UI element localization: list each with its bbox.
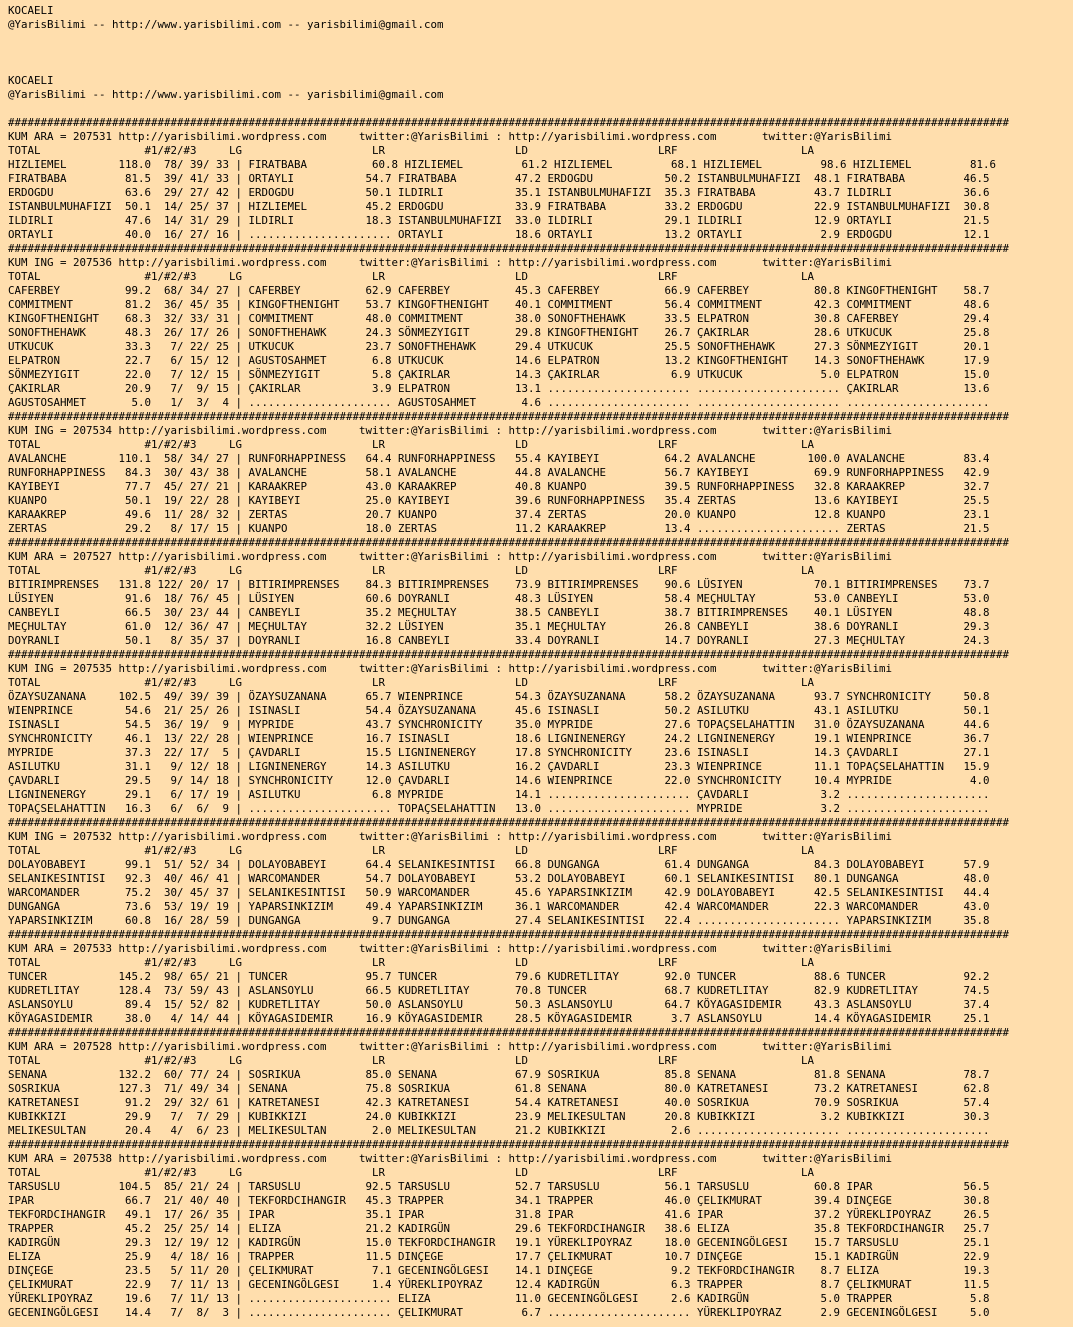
text-line: SYNCHRONICITY 46.1 13/ 22/ 28 | WIENPRINCE 16.7 ISINASLI 18.6 LIGNINENERGY 24.2 LIGNINENERGY 19.1 WIENPRINCE 36.7 — [8, 732, 990, 745]
text-line: KATRETANESI 91.2 29/ 32/ 61 | KATRETANESI 42.3 KATRETANESI 54.4 KATRETANESI 40.0 SOSRIKUA 70.9 SOSRIKUA 57.4 — [8, 1096, 990, 1109]
text-line: ILDIRLI 47.6 14/ 31/ 29 | ILDIRLI 18.3 ISTANBULMUHAFIZI 33.0 ILDIRLI 29.1 ILDIRLI 12.9 ORTAYLI 21.5 — [8, 214, 990, 227]
text-line: IPAR 66.7 21/ 40/ 40 | TEKFORDCIHANGIR 45.3 TRAPPER 34.1 TRAPPER 46.0 ÇELIKMURAT 39.4 DINÇEGE 30.8 — [8, 1194, 990, 1207]
text-line: ELPATRON 22.7 6/ 15/ 12 | AGUSTOSAHMET 6.8 UTKUCUK 14.6 ELPATRON 13.2 KINGOFTHENIGHT 14.3 SONOFTHEHAWK 17.9 — [8, 354, 990, 367]
text-line: KOCAELI — [8, 74, 54, 87]
text-line: ÇAVDARLI 29.5 9/ 14/ 18 | SYNCHRONICITY 12.0 ÇAVDARLI 14.6 WIENPRINCE 22.0 SYNCHRONICITY 10.4 MYPRIDE 4.0 — [8, 774, 990, 787]
text-line: SÖNMEZYIGIT 22.0 7/ 12/ 15 | SÖNMEZYIGIT 5.8 ÇAKIRLAR 14.3 ÇAKIRLAR 6.9 UTKUCUK 5.0 ELPATRON 15.0 — [8, 368, 990, 381]
text-line: CAFERBEY 99.2 68/ 34/ 27 | CAFERBEY 62.9 CAFERBEY 45.3 CAFERBEY 66.9 CAFERBEY 80.8 KINGOFTHENIGHT 58.7 — [8, 284, 990, 297]
text-line: ELIZA 25.9 4/ 18/ 16 | TRAPPER 11.5 DINÇEGE 17.7 ÇELIKMURAT 10.7 DINÇEGE 15.1 KADIRGÜN 22.9 — [8, 1250, 990, 1263]
text-line: FIRATBABA 81.5 39/ 41/ 33 | ORTAYLI 54.7 FIRATBABA 47.2 ERDOGDU 50.2 ISTANBULMUHAFIZI 48.1 FIRATBABA 46.5 — [8, 172, 990, 185]
text-line: TOTAL #1/#2/#3 LG LR LD LRF LA — [8, 844, 815, 857]
text-line: ########################################################################################################################################################## — [8, 1138, 1010, 1151]
text-line: TUNCER 145.2 98/ 65/ 21 | TUNCER 95.7 TUNCER 79.6 KUDRETLITAY 92.0 TUNCER 88.6 TUNCER 92.2 — [8, 970, 990, 983]
text-line: BITIRIMPRENSES 131.8 122/ 20/ 17 | BITIRIMPRENSES 84.3 BITIRIMPRENSES 73.9 BITIRIMPRENSES 90.6 LÜSIYEN 70.1 BITIRIMPRENSES 73.7 — [8, 578, 990, 591]
text-line: KADIRGÜN 29.3 12/ 19/ 12 | KADIRGÜN 15.0 TEKFORDCIHANGIR 19.1 YÜREKLIPOYRAZ 18.0 GECENINGÖLGESI 15.7 TARSUSLU 25.1 — [8, 1236, 990, 1249]
text-line: YAPARSINKIZIM 60.8 16/ 28/ 59 | DUNGANGA 9.7 DUNGANGA 27.4 SELANIKESINTISI 22.4 ...................... YAPARSINKIZIM 35.8 — [8, 914, 990, 927]
text-line: CANBEYLI 66.5 30/ 23/ 44 | CANBEYLI 35.2 MEÇHULTAY 38.5 CANBEYLI 38.7 BITIRIMPRENSES 40.1 LÜSIYEN 48.8 — [8, 606, 990, 619]
text-line: KUM ARA = 207527 http://yarisbilimi.wordpress.com twitter:@YarisBilimi : http://yarisbilimi.wordpress.com twitter:@YarisBilimi — [8, 550, 893, 563]
text-line: MYPRIDE 37.3 22/ 17/ 5 | ÇAVDARLI 15.5 LIGNINENERGY 17.8 SYNCHRONICITY 23.6 ISINASLI 14.3 ÇAVDARLI 27.1 — [8, 746, 990, 759]
text-line: ########################################################################################################################################################## — [8, 816, 1010, 829]
text-line: ÖZAYSUZANANA 102.5 49/ 39/ 39 | ÖZAYSUZANANA 65.7 WIENPRINCE 54.3 ÖZAYSUZANANA 58.2 ÖZAYSUZANANA 93.7 SYNCHRONICITY 50.8 — [8, 690, 990, 703]
text-line: KUDRETLITAY 128.4 73/ 59/ 43 | ASLANSOYLU 66.5 KUDRETLITAY 70.8 TUNCER 68.7 KUDRETLITAY 82.9 KUDRETLITAY 74.5 — [8, 984, 990, 997]
text-line: KINGOFTHENIGHT 68.3 32/ 33/ 31 | COMMITMENT 48.0 COMMITMENT 38.0 SONOFTHEHAWK 33.5 ELPATRON 30.8 CAFERBEY 29.4 — [8, 312, 990, 325]
text-line: SENANA 132.2 60/ 77/ 24 | SOSRIKUA 85.0 SENANA 67.9 SOSRIKUA 85.8 SENANA 81.8 SENANA 78.7 — [8, 1068, 990, 1081]
text-line: KUM ING = 207535 http://yarisbilimi.wordpress.com twitter:@YarisBilimi : http://yarisbilimi.wordpress.com twitter:@YarisBilimi — [8, 662, 893, 675]
text-line: TEKFORDCIHANGIR 49.1 17/ 26/ 35 | IPAR 35.1 IPAR 31.8 IPAR 41.6 IPAR 37.2 YÜREKLIPOYRAZ 26.5 — [8, 1208, 990, 1221]
text-line: ASILUTKU 31.1 9/ 12/ 18 | LIGNINENERGY 14.3 ASILUTKU 16.2 ÇAVDARLI 23.3 WIENPRINCE 11.1 TOPAÇSELAHATTIN 15.9 — [8, 760, 990, 773]
text-line: TOTAL #1/#2/#3 LG LR LD LRF LA — [8, 676, 815, 689]
text-line: @YarisBilimi -- http://www.yarisbilimi.com -- yarisbilimi@gmail.com — [8, 18, 444, 31]
text-line: DOLAYOBABEYI 99.1 51/ 52/ 34 | DOLAYOBABEYI 64.4 SELANIKESINTISI 66.8 DUNGANGA 61.4 DUNGANGA 84.3 DOLAYOBABEYI 57.9 — [8, 858, 990, 871]
text-line: SOSRIKUA 127.3 71/ 49/ 34 | SENANA 75.8 SOSRIKUA 61.8 SENANA 80.0 KATRETANESI 73.2 KATRETANESI 62.8 — [8, 1082, 990, 1095]
text-line: TOTAL #1/#2/#3 LG LR LD LRF LA — [8, 564, 815, 577]
text-line: KUM ARA = 207533 http://yarisbilimi.wordpress.com twitter:@YarisBilimi : http://yarisbilimi.wordpress.com twitter:@YarisBilimi — [8, 942, 893, 955]
text-line: ########################################################################################################################################################## — [8, 410, 1010, 423]
text-line: ########################################################################################################################################################## — [8, 1026, 1010, 1039]
text-line: UTKUCUK 33.3 7/ 22/ 25 | UTKUCUK 23.7 SONOFTHEHAWK 29.4 UTKUCUK 25.5 SONOFTHEHAWK 27.3 SÖNMEZYIGIT 20.1 — [8, 340, 990, 353]
text-line: TOTAL #1/#2/#3 LG LR LD LRF LA — [8, 956, 815, 969]
text-line: ########################################################################################################################################################## — [8, 242, 1010, 255]
text-line: KUM ING = 207532 http://yarisbilimi.wordpress.com twitter:@YarisBilimi : http://yarisbilimi.wordpress.com twitter:@YarisBilimi — [8, 830, 893, 843]
text-line: TRAPPER 45.2 25/ 25/ 14 | ELIZA 21.2 KADIRGÜN 29.6 TEKFORDCIHANGIR 38.6 ELIZA 35.8 TEKFORDCIHANGIR 25.7 — [8, 1222, 990, 1235]
text-line — [8, 102, 1073, 116]
text-line: YÜREKLIPOYRAZ 19.6 7/ 11/ 13 | ...................... ELIZA 11.0 GECENINGÖLGESI 2.6 KADIRGÜN 5.0 TRAPPER 5.8 — [8, 1292, 990, 1305]
text-line: SELANIKESINTISI 92.3 40/ 46/ 41 | WARCOMANDER 54.7 DOLAYOBABEYI 53.2 DOLAYOBABEYI 60.1 SELANIKESINTISI 80.1 DUNGANGA 48.0 — [8, 872, 990, 885]
text-line: MEÇHULTAY 61.0 12/ 36/ 47 | MEÇHULTAY 32.2 LÜSIYEN 35.1 MEÇHULTAY 26.8 CANBEYLI 38.6 DOYRANLI 29.3 — [8, 620, 990, 633]
text-line: KARAAKREP 49.6 11/ 28/ 32 | ZERTAS 20.7 KUANPO 37.4 ZERTAS 20.0 KUANPO 12.8 KUANPO 23.1 — [8, 508, 990, 521]
text-line — [8, 46, 1073, 60]
text-line: WARCOMANDER 75.2 30/ 45/ 37 | SELANIKESINTISI 50.9 WARCOMANDER 45.6 YAPARSINKIZIM 42.9 DOLAYOBABEYI 42.5 SELANIKESINTISI 44.4 — [8, 886, 990, 899]
text-line: KUM ARA = 207538 http://yarisbilimi.wordpress.com twitter:@YarisBilimi : http://yarisbilimi.wordpress.com twitter:@YarisBilimi — [8, 1152, 893, 1165]
text-line: ########################################################################################################################################################## — [8, 928, 1010, 941]
text-line: KUM ING = 207534 http://yarisbilimi.wordpress.com twitter:@YarisBilimi : http://yarisbilimi.wordpress.com twitter:@YarisBilimi — [8, 424, 893, 437]
text-line: AVALANCHE 110.1 58/ 34/ 27 | RUNFORHAPPINESS 64.4 RUNFORHAPPINESS 55.4 KAYIBEYI 64.2 AVALANCHE 100.0 AVALANCHE 83.4 — [8, 452, 990, 465]
text-line: ORTAYLI 40.0 16/ 27/ 16 | ...................... ORTAYLI 18.6 ORTAYLI 13.2 ORTAYLI 2.9 ERDOGDU 12.1 — [8, 228, 990, 241]
text-line: ERDOGDU 63.6 29/ 27/ 42 | ERDOGDU 50.1 ILDIRLI 35.1 ISTANBULMUHAFIZI 35.3 FIRATBABA 43.7 ILDIRLI 36.6 — [8, 186, 990, 199]
text-line: TOTAL #1/#2/#3 LG LR LD LRF LA — [8, 438, 815, 451]
text-line: LÜSIYEN 91.6 18/ 76/ 45 | LÜSIYEN 60.6 DOYRANLI 48.3 LÜSIYEN 58.4 MEÇHULTAY 53.0 CANBEYLI 53.0 — [8, 592, 990, 605]
text-line: KÖYAGASIDEMIR 38.0 4/ 14/ 44 | KÖYAGASIDEMIR 16.9 KÖYAGASIDEMIR 28.5 KÖYAGASIDEMIR 3.7 ASLANSOYLU 14.4 KÖYAGASIDEMIR 25.1 — [8, 1012, 990, 1025]
text-line: AGUSTOSAHMET 5.0 1/ 3/ 4 | ...................... AGUSTOSAHMET 4.6 ...................... ...................... ...................... — [8, 396, 990, 409]
text-line: ISTANBULMUHAFIZI 50.1 14/ 25/ 37 | HIZLIEMEL 45.2 ERDOGDU 33.9 FIRATBABA 33.2 ERDOGDU 22.9 ISTANBULMUHAFIZI 30.8 — [8, 200, 990, 213]
text-line: TARSUSLU 104.5 85/ 21/ 24 | TARSUSLU 92.5 TARSUSLU 52.7 TARSUSLU 56.1 TARSUSLU 60.8 IPAR 56.5 — [8, 1180, 990, 1193]
text-line: DUNGANGA 73.6 53/ 19/ 19 | YAPARSINKIZIM 49.4 YAPARSINKIZIM 36.1 WARCOMANDER 42.4 WARCOMANDER 22.3 WARCOMANDER 43.0 — [8, 900, 990, 913]
text-line: KOCAELI — [8, 4, 54, 17]
text-line: SONOFTHEHAWK 48.3 26/ 17/ 26 | SONOFTHEHAWK 24.3 SÖNMEZYIGIT 29.8 KINGOFTHENIGHT 26.7 ÇAKIRLAR 28.6 UTKUCUK 25.8 — [8, 326, 990, 339]
text-line: RUNFORHAPPINESS 84.3 30/ 43/ 38 | AVALANCHE 58.1 AVALANCHE 44.8 AVALANCHE 56.7 KAYIBEYI 69.9 RUNFORHAPPINESS 42.9 — [8, 466, 990, 479]
text-line: KAYIBEYI 77.7 45/ 27/ 21 | KARAAKREP 43.0 KARAAKREP 40.8 KUANPO 39.5 RUNFORHAPPINESS 32.8 KARAAKREP 32.7 — [8, 480, 990, 493]
text-line: MELIKESULTAN 20.4 4/ 6/ 23 | MELIKESULTAN 2.0 MELIKESULTAN 21.2 KUBIKKIZI 2.6 ...................... ...................... — [8, 1124, 990, 1137]
text-line: COMMITMENT 81.2 36/ 45/ 35 | KINGOFTHENIGHT 53.7 KINGOFTHENIGHT 40.1 COMMITMENT 56.4 COMMITMENT 42.3 COMMITMENT 48.6 — [8, 298, 990, 311]
text-line: GECENINGÖLGESI 14.4 7/ 8/ 3 | ...................... ÇELIKMURAT 6.7 ...................... YÜREKLIPOYRAZ 2.9 GECENINGÖLGESI 5.0 — [8, 1306, 990, 1319]
text-line: ZERTAS 29.2 8/ 17/ 15 | KUANPO 18.0 ZERTAS 11.2 KARAAKREP 13.4 ...................... ZERTAS 21.5 — [8, 522, 990, 535]
text-line: ISINASLI 54.5 36/ 19/ 9 | MYPRIDE 43.7 SYNCHRONICITY 35.0 MYPRIDE 27.6 TOPAÇSELAHATTIN 31.0 ÖZAYSUZANANA 44.6 — [8, 718, 990, 731]
text-line: ########################################################################################################################################################## — [8, 536, 1010, 549]
text-line: LIGNINENERGY 29.1 6/ 17/ 19 | ASILUTKU 6.8 MYPRIDE 14.1 ...................... ÇAVDARLI 3.2 ...................... — [8, 788, 990, 801]
text-line: KUBIKKIZI 29.9 7/ 7/ 29 | KUBIKKIZI 24.0 KUBIKKIZI 23.9 MELIKESULTAN 20.8 KUBIKKIZI 3.2 KUBIKKIZI 30.3 — [8, 1110, 990, 1123]
text-line: HIZLIEMEL 118.0 78/ 39/ 33 | FIRATBABA 60.8 HIZLIEMEL 61.2 HIZLIEMEL 68.1 HIZLIEMEL 98.6 HIZLIEMEL 81.6 — [8, 158, 997, 171]
text-line: KUANPO 50.1 19/ 22/ 28 | KAYIBEYI 25.0 KAYIBEYI 39.6 RUNFORHAPPINESS 35.4 ZERTAS 13.6 KAYIBEYI 25.5 — [8, 494, 990, 507]
text-line — [8, 60, 1073, 74]
text-line — [8, 32, 1073, 46]
text-line: ÇELIKMURAT 22.9 7/ 11/ 13 | GECENINGÖLGESI 1.4 YÜREKLIPOYRAZ 12.4 KADIRGÜN 6.3 TRAPPER 8.7 ÇELIKMURAT 11.5 — [8, 1278, 990, 1291]
text-line: KUM ING = 207536 http://yarisbilimi.wordpress.com twitter:@YarisBilimi : http://yarisbilimi.wordpress.com twitter:@YarisBilimi — [8, 256, 893, 269]
text-line: DINÇEGE 23.5 5/ 11/ 20 | ÇELIKMURAT 7.1 GECENINGÖLGESI 14.1 DINÇEGE 9.2 TEKFORDCIHANGIR 8.7 ELIZA 19.3 — [8, 1264, 990, 1277]
text-line: TOTAL #1/#2/#3 LG LR LD LRF LA — [8, 144, 815, 157]
text-line: TOTAL #1/#2/#3 LG LR LD LRF LA — [8, 1054, 815, 1067]
text-line: ########################################################################################################################################################## — [8, 116, 1010, 129]
text-line: TOPAÇSELAHATTIN 16.3 6/ 6/ 9 | ...................... TOPAÇSELAHATTIN 13.0 ...................... MYPRIDE 3.2 ...................... — [8, 802, 990, 815]
text-line: @YarisBilimi -- http://www.yarisbilimi.com -- yarisbilimi@gmail.com — [8, 88, 444, 101]
text-line: DOYRANLI 50.1 8/ 35/ 37 | DOYRANLI 16.8 CANBEYLI 33.4 DOYRANLI 14.7 DOYRANLI 27.3 MEÇHULTAY 24.3 — [8, 634, 990, 647]
text-line: ÇAKIRLAR 20.9 7/ 9/ 15 | ÇAKIRLAR 3.9 ELPATRON 13.1 ...................... ...................... ÇAKIRLAR 13.6 — [8, 382, 990, 395]
text-line: TOTAL #1/#2/#3 LG LR LD LRF LA — [8, 1166, 815, 1179]
text-line: KUM ARA = 207528 http://yarisbilimi.wordpress.com twitter:@YarisBilimi : http://yarisbilimi.wordpress.com twitter:@YarisBilimi — [8, 1040, 893, 1053]
text-line: ########################################################################################################################################################## — [8, 648, 1010, 661]
text-line: TOTAL #1/#2/#3 LG LR LD LRF LA — [8, 270, 815, 283]
text-line: WIENPRINCE 54.6 21/ 25/ 26 | ISINASLI 54.4 ÖZAYSUZANANA 45.6 ISINASLI 50.2 ASILUTKU 43.1 ASILUTKU 50.1 — [8, 704, 990, 717]
text-line: ASLANSOYLU 89.4 15/ 52/ 82 | KUDRETLITAY 50.0 ASLANSOYLU 50.3 ASLANSOYLU 64.7 KÖYAGASIDEMIR 43.3 ASLANSOYLU 37.4 — [8, 998, 990, 1011]
text-line: KUM ARA = 207531 http://yarisbilimi.wordpress.com twitter:@YarisBilimi : http://yarisbilimi.wordpress.com twitter:@YarisBilimi — [8, 130, 893, 143]
